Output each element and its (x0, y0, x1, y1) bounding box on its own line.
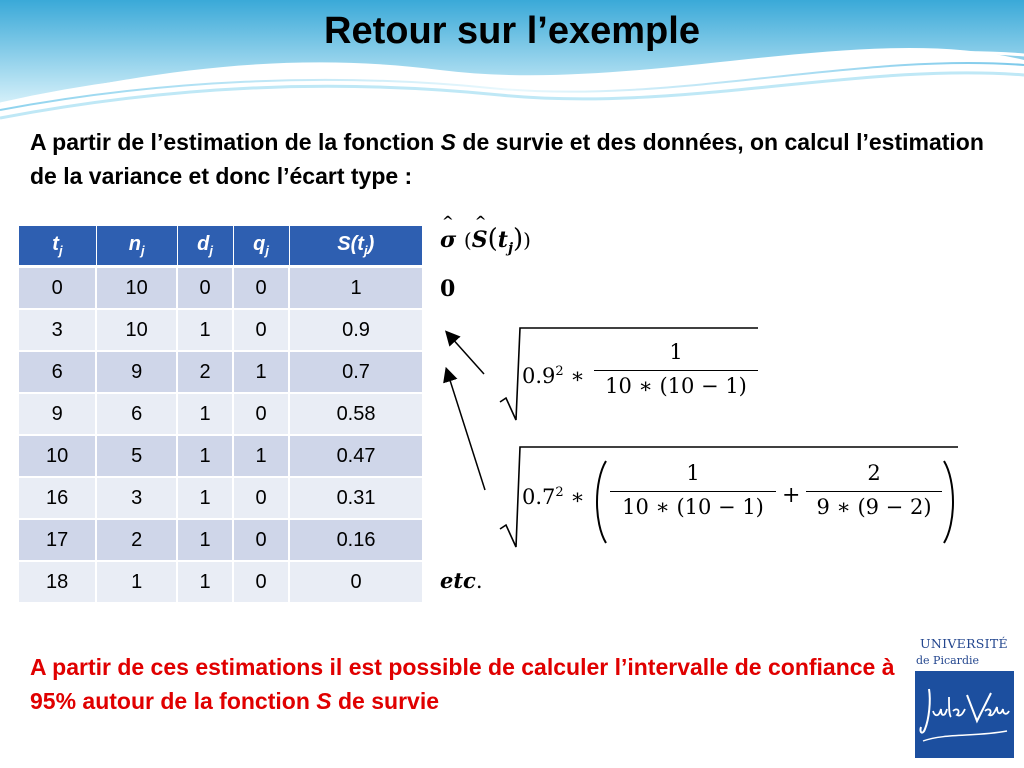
university-logo (912, 636, 1016, 760)
cell: 0 (233, 267, 289, 310)
header-tj (19, 226, 96, 267)
f2-fraction-bar-2 (806, 491, 942, 492)
table-row (19, 435, 422, 477)
f2-left-paren (592, 459, 608, 545)
cell: 0 (233, 309, 289, 351)
cell: 0.7 (289, 351, 422, 393)
logo-picardie-text: de Picardie (916, 654, 980, 667)
header-qj-main: q (253, 233, 266, 255)
sigma-hat: ^ (442, 214, 454, 230)
cell: 16 (19, 477, 96, 519)
cell: 1 (177, 393, 233, 435)
f2-numerator-2: 2 (867, 461, 881, 485)
table-header-row (19, 226, 422, 267)
cell: 6 (19, 351, 96, 393)
cell: 1 (177, 519, 233, 561)
table-row (19, 351, 422, 393)
header-nj (96, 226, 177, 267)
jules-verne-signature-icon (915, 671, 1014, 758)
formula-2-fraction-2 (806, 461, 942, 519)
table-row (19, 561, 422, 603)
intro-text (30, 125, 990, 193)
header-qj (233, 226, 289, 267)
table-row (19, 309, 422, 351)
header-nj-sub: j (140, 243, 145, 258)
header-dj-main: d (197, 233, 210, 255)
formula-1 (498, 326, 760, 422)
f1-numerator: 1 (669, 340, 683, 364)
f2-coef: 0.7 (522, 485, 556, 509)
cell: 10 (96, 267, 177, 310)
conclusion-text-end: de survie (331, 688, 439, 714)
cell: 0 (289, 561, 422, 603)
table-row (19, 393, 422, 435)
cell: 10 (19, 435, 96, 477)
cell: 6 (96, 393, 177, 435)
cell: 0 (233, 561, 289, 603)
cell: 0 (233, 519, 289, 561)
cell: 2 (96, 519, 177, 561)
f2-fraction-bar-1 (610, 491, 776, 492)
header-stj-sub: j (363, 243, 368, 258)
f2-exp: 2 (555, 485, 564, 500)
table-row (19, 519, 422, 561)
intro-text-end: de survie et des données, on calcul l’estimation de la variance et donc l’écart type : (30, 129, 984, 189)
sigma-close-paren: ) (523, 228, 531, 252)
f1-exp: 2 (555, 364, 564, 379)
table-row (19, 477, 422, 519)
header-dj (177, 226, 233, 267)
table-row (19, 267, 422, 310)
arrow-2 (448, 374, 485, 490)
cell: 1 (177, 477, 233, 519)
cell: 5 (96, 435, 177, 477)
header-dj-sub: j (209, 243, 213, 258)
conclusion-text (30, 650, 910, 718)
f1-denominator: 10 ∗ (10 − 1) (605, 374, 747, 398)
formula-1-coef (522, 364, 585, 388)
f2-denominator-2: 9 ∗ (9 − 2) (816, 495, 932, 519)
s-close-paren: ) (513, 224, 524, 254)
cell: 3 (96, 477, 177, 519)
intro-text-start: A partir de l’estimation de la fonction (30, 129, 441, 155)
formula-2-fraction-1 (610, 461, 776, 519)
intro-symbol-s: S (440, 129, 456, 155)
header-stj-suffix: ) (367, 233, 375, 255)
arrow-1 (450, 336, 484, 374)
sigma-open-paren: ( (463, 228, 472, 252)
zero-value: 0 (440, 276, 456, 302)
cell: 0 (233, 393, 289, 435)
sigma-symbol: σ (440, 227, 457, 253)
f2-right-paren (942, 459, 958, 545)
cell: 9 (96, 351, 177, 393)
cell: 1 (177, 561, 233, 603)
cell: 1 (233, 351, 289, 393)
cell: 17 (19, 519, 96, 561)
header-tj-sub: j (58, 243, 63, 258)
formula-1-fraction (594, 340, 758, 398)
etc-text (440, 568, 483, 593)
cell: 1 (96, 561, 177, 603)
f1-fraction-bar (594, 370, 758, 371)
logo-signature-box (915, 671, 1014, 758)
etc-dot: . (475, 569, 483, 593)
conclusion-text-start: A partir de ces estimations il est possible de calculer l’intervalle de confiance à 95% autour de la fonction (30, 654, 895, 714)
survival-table (19, 226, 422, 604)
f2-numerator-1: 1 (686, 461, 700, 485)
cell: 0 (19, 267, 96, 310)
sigma-header (440, 214, 531, 257)
cell: 0.47 (289, 435, 422, 477)
cell: 0 (233, 477, 289, 519)
f1-coef: 0.9 (522, 364, 556, 388)
header-nj-main: n (128, 233, 141, 255)
formula-2-coef (522, 485, 585, 509)
cell: 1 (177, 309, 233, 351)
header-qj-sub: j (265, 243, 269, 258)
cell: 1 (233, 435, 289, 477)
header-tj-main: t (52, 233, 59, 255)
etc-word: etc (440, 568, 476, 593)
cell: 10 (96, 309, 177, 351)
f2-denominator-1: 10 ∗ (10 − 1) (622, 495, 764, 519)
f2-star: ∗ (570, 485, 585, 509)
s-open-paren: ( (487, 224, 498, 254)
cell: 0.16 (289, 519, 422, 561)
cell: 0.58 (289, 393, 422, 435)
logo-university-text: UNIVERSITÉ (920, 636, 1008, 651)
t-symbol: t (497, 227, 508, 253)
cell: 1 (177, 435, 233, 477)
header-stj-main: S(t (337, 233, 364, 255)
f2-plus: + (782, 483, 801, 508)
header-stj (289, 226, 422, 267)
cell: 18 (19, 561, 96, 603)
cell: 3 (19, 309, 96, 351)
conclusion-symbol-s: S (316, 688, 332, 714)
f1-star: ∗ (570, 364, 585, 388)
cell: 0.31 (289, 477, 422, 519)
cell: 1 (289, 267, 422, 310)
formula-2 (498, 445, 960, 549)
cell: 9 (19, 393, 96, 435)
cell: 0 (177, 267, 233, 310)
slide-title: Retour sur l’exemple (324, 10, 700, 52)
j-subscript: j (507, 240, 514, 257)
s-hat: ^ (474, 214, 487, 230)
s-symbol: S (471, 227, 488, 253)
cell: 0.9 (289, 309, 422, 351)
cell: 2 (177, 351, 233, 393)
